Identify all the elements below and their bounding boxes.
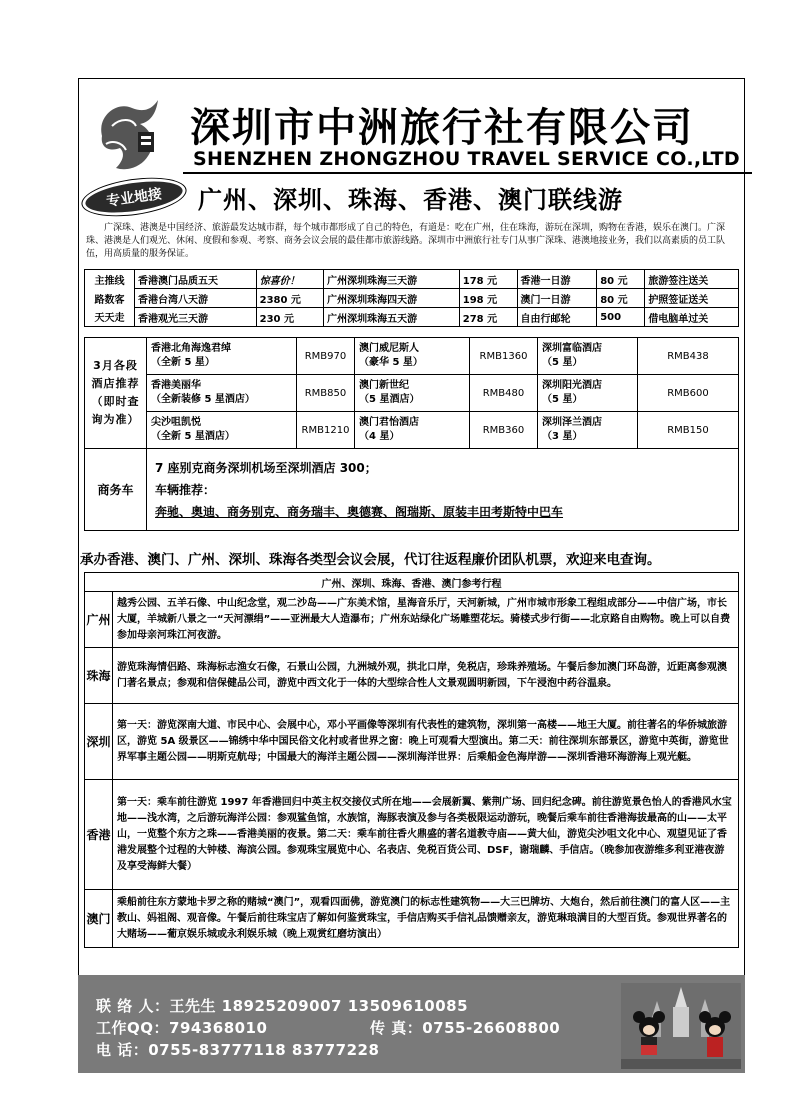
hotel-name-text: 澳门威尼斯人: [359, 343, 419, 354]
hotel-name-text: 香港美丽华: [151, 380, 201, 391]
hotel-rate: RMB360: [470, 412, 538, 449]
contact-qq: 工作QQ：794368010: [96, 1019, 268, 1037]
tour-cell: 旅游签注送关: [645, 270, 739, 289]
hotel-name: [355, 412, 470, 449]
city-hongkong: 香港: [85, 780, 113, 890]
hotel-rate: RMB600: [638, 375, 739, 412]
tour-cell: 香港观光三天游: [135, 308, 257, 327]
car-airport-transfer: 7 座别克商务深圳机场至深圳酒店 300；: [155, 460, 377, 475]
hotel-name: [355, 338, 470, 375]
tour-cell: 278 元: [459, 308, 517, 327]
table-row: [85, 592, 739, 648]
tour-side-label: 路数客: [85, 289, 135, 308]
hotel-rate: RMB150: [638, 412, 739, 449]
tour-cell: 香港一日游: [517, 270, 597, 289]
hotel-name: [538, 412, 638, 449]
hotel-name: [538, 375, 638, 412]
intro-paragraph: 广深珠、港澳是中国经济、旅游最发达城市群，每个城市都形成了自己的特色，有道是：吃在广州，住在珠海，游玩在深圳，购物在香港，娱乐在澳门。广深珠、港澳是人们观光、休闲、度假和参观、考察、商务会议会展的最佳都市旅游线路。深圳市中洲旅行社专门从事广深珠、港澳地接业务，我们以高素质的员工队伍，用高质量的服务保证。: [86, 223, 726, 259]
hotel-rate: RMB970: [297, 338, 355, 375]
dragon-logo-icon: [92, 96, 164, 176]
hotel-star: （4 星）: [359, 431, 400, 442]
city-macau: 澳门: [85, 890, 113, 948]
tour-cell: 500: [597, 308, 645, 327]
hotel-name-text: 澳门君怡酒店: [359, 417, 419, 428]
table-row: [85, 780, 739, 890]
hotel-name-text: 深圳泽兰酒店: [542, 417, 602, 428]
hotel-section-label: 3月各段酒店推荐（即时查询为准）: [85, 338, 147, 449]
contact-person: 联 络 人：王先生 18925209007 13509610085: [96, 997, 469, 1015]
itinerary-text: 乘船前往东方蒙地卡罗之称的赌城“澳门”，观看四面佛，游览澳门的标志性建筑物——大三巴牌坊、大炮台，然后前往澳门的富人区——主教山、妈祖阁、观音像。午餐后前往珠宝店了解如何鉴赏珠宝，手信店购买手信礼品馈赠亲友，游览琳琅满目的大型百货。参观世界著名的大赌场——葡京娱乐城或永利娱乐城（晚上观赏红磨坊演出）: [113, 890, 739, 948]
tour-cell: 2380 元: [256, 289, 324, 308]
hotel-star: （全新 5 星酒店）: [151, 431, 235, 442]
table-row: [85, 270, 739, 289]
business-car-label: 商务车: [85, 449, 147, 531]
hotel-star: （全新装修 5 星酒店）: [151, 394, 255, 405]
badge-local-service: 专业地接: [80, 173, 188, 221]
business-car-info: [147, 449, 739, 531]
car-brands: 奔驰、奥迪、商务别克、商务瑞丰、奥德赛、阁瑞斯、原装丰田考斯特中巴车: [155, 504, 564, 519]
hotel-star: （全新 5 星）: [151, 357, 215, 368]
hotel-rate: RMB438: [638, 338, 739, 375]
tour-side-label: 主推线: [85, 270, 135, 289]
hotel-rate: RMB480: [470, 375, 538, 412]
tour-side-label: 天天走: [85, 308, 135, 327]
table-row: [85, 573, 739, 592]
hotel-star: （5 星）: [542, 357, 583, 368]
hotel-star: （5 星）: [542, 394, 583, 405]
city-shenzhen: 深圳: [85, 704, 113, 780]
table-row: [85, 289, 739, 308]
hotel-rate: RMB1210: [297, 412, 355, 449]
tour-cell: 香港澳门品质五天: [135, 270, 257, 289]
company-name-cn: 深圳市中洲旅行社有限公司: [190, 105, 694, 151]
tour-cell: 广州深圳珠海四天游: [324, 289, 460, 308]
company-name-en: SHENZHEN ZHONGZHOU TRAVEL SERVICE CO.,LTD: [193, 148, 740, 170]
hotel-name-text: 澳门新世纪: [359, 380, 409, 391]
tour-cell: 借电脑单过关: [645, 308, 739, 327]
tour-cell: 80 元: [597, 289, 645, 308]
hotel-star: （5 星酒店）: [359, 394, 420, 405]
hotel-name-text: 香港北角海逸君绰: [151, 343, 231, 354]
tour-cell: 惊喜价！: [256, 270, 324, 289]
hotel-name-text: 尖沙咀凯悦: [151, 417, 201, 428]
hotel-name-text: 深圳富临酒店: [542, 343, 602, 354]
itinerary-text: 游览珠海情侣路、珠海标志渔女石像，石景山公园，九洲城外观，拱北口岸，免税店，珍珠养殖场。午餐后参加澳门环岛游，近距离参观澳门著名景点；参观和信保健品公司，游览中西文化于一体的大型综合性人文景观圆明新园，下午浸泡中药谷温泉。: [113, 648, 739, 704]
hotel-rate: RMB850: [297, 375, 355, 412]
conference-notice: 承办香港、澳门、广州、深圳、珠海各类型会议会展，代订往返程廉价团队机票，欢迎来电查询。: [80, 552, 661, 568]
city-guangzhou: 广州: [85, 592, 113, 648]
tour-cell: 澳门一日游: [517, 289, 597, 308]
table-row: [85, 890, 739, 948]
hotel-name: [147, 375, 297, 412]
hotel-star: （3 星）: [542, 431, 583, 442]
table-row: [85, 308, 739, 327]
table-row: [85, 449, 739, 531]
tour-cell: 178 元: [459, 270, 517, 289]
tour-cell: 自由行邮轮: [517, 308, 597, 327]
city-zhuhai: 珠海: [85, 648, 113, 704]
table-row: [85, 412, 739, 449]
itinerary-table: [84, 572, 739, 948]
itinerary-text: 越秀公园、五羊石像、中山纪念堂，观二沙岛——广东美术馆，星海音乐厅，天河新城，广州市城市形象工程组成部分——中信广场，市长大厦，羊城新八景之一“天河漂绢”——亚洲最大人造瀑布；广州东站绿化广场雕塑花坛。骑楼式步行街——北京路自由购物。晚上可以自费参加母亲河珠江河夜游。: [113, 592, 739, 648]
hotel-name: [538, 338, 638, 375]
contact-footer: [78, 975, 745, 1073]
tour-price-table: [84, 269, 739, 327]
table-row: [85, 338, 739, 375]
theme-park-characters-icon: [621, 983, 741, 1069]
page-headline: 广州、深圳、珠海、香港、澳门联线游: [198, 186, 623, 214]
itinerary-text: 第一天：乘车前往游览 1997 年香港回归中英主权交接仪式所在地——会展新翼、紫荆广场、回归纪念碑。前往游览景色怡人的香港风水宝地——浅水湾，之后游玩海洋公园：参观鲨鱼馆，水族馆，海豚表演及参与各类极限运动游玩，晚餐后乘车前往香港海拔最高的山——太平山，一览整个东方之珠——香港美丽的夜景。第二天：乘车前往香火鼎盛的著名道教寺庙——黄大仙，游览尖沙咀文化中心、观望见证了香港发展整个过程的大钟楼、海滨公园。参观珠宝展览中心、名表店、免税百货公司、DSF，谢瑞麟、手信店。（晚参加夜游维多利亚港夜游及享受海鲜大餐）: [113, 780, 739, 890]
tour-cell: 198 元: [459, 289, 517, 308]
tour-cell: 广州深圳珠海五天游: [324, 308, 460, 327]
contact-phone: 电 话：0755-83777118 83777228: [96, 1041, 380, 1059]
hotel-name: [147, 412, 297, 449]
table-row: [85, 648, 739, 704]
itinerary-text: 第一天：游览深南大道、市民中心、会展中心，邓小平画像等深圳有代表性的建筑物，深圳第一高楼——地王大厦。前往著名的华侨城旅游区，游览 5A 级景区——锦绣中华中国民俗文化村或者世界之窗：晚上可观看大型演出。第二天：前往深圳东部景区，游览中英街，游览世界军事主题公园——明斯克航母；中国最大的海洋主题公园——深圳海洋世界：后乘船金色海岸游——深圳香港环海游海上观光艇。: [113, 704, 739, 780]
hotel-name: [355, 375, 470, 412]
car-recommend-title: 车辆推荐：: [155, 482, 216, 497]
hotel-star: （豪华 5 星）: [359, 357, 423, 368]
tour-cell: 香港台湾八天游: [135, 289, 257, 308]
itinerary-title: 广州、深圳、珠海、香港、澳门参考行程: [85, 573, 739, 592]
hotel-name-text: 深圳阳光酒店: [542, 380, 602, 391]
table-row: [85, 375, 739, 412]
table-row: [85, 704, 739, 780]
tour-cell: 广州深圳珠海三天游: [324, 270, 460, 289]
hotel-table: [84, 337, 739, 531]
tour-cell: 80 元: [597, 270, 645, 289]
contact-fax: 传 真：0755-26608800: [370, 1019, 561, 1037]
hotel-rate: RMB1360: [470, 338, 538, 375]
hotel-name: [147, 338, 297, 375]
tour-cell: 护照签证送关: [645, 289, 739, 308]
tour-cell: 230 元: [256, 308, 324, 327]
